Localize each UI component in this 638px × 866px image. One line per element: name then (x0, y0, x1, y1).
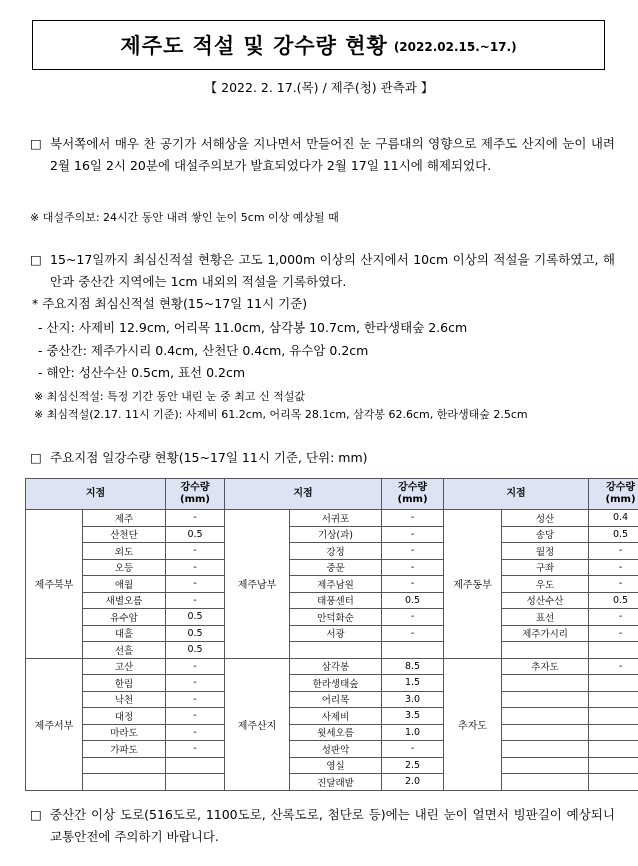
station-cell: 송당 (502, 526, 589, 543)
station-cell: 영실 (290, 757, 382, 774)
rain-value-cell: 0.5 (589, 592, 638, 609)
bullet-box-icon: □ (30, 807, 42, 822)
station-cell: 기상(과) (290, 526, 382, 543)
rain-value-cell: - (166, 708, 225, 725)
station-cell: 낙천 (83, 691, 166, 708)
region-cell: 제주서부 (26, 658, 83, 790)
station-cell: 안덕화순 (290, 609, 382, 626)
rain-value-cell: - (166, 510, 225, 527)
station-cell: 구좌 (502, 559, 589, 576)
table-row (26, 691, 638, 708)
region-cell: 제주산지 (225, 658, 290, 790)
rain-value-cell: - (589, 559, 638, 576)
station-cell (502, 675, 589, 692)
header-station: 지점 (225, 479, 382, 510)
note-warning-definition: ※ 대설주의보: 24시간 동안 내려 쌓인 눈이 5cm 이상 예상될 때 (30, 211, 339, 224)
station-cell: 애월 (83, 576, 166, 593)
rain-value-cell: - (166, 675, 225, 692)
rain-value-cell: 0.5 (166, 625, 225, 642)
station-cell (502, 774, 589, 791)
table-header-row (26, 479, 638, 510)
table-row (26, 675, 638, 692)
station-cell: 서귀포 (290, 510, 382, 527)
station-cell: 성산 (502, 510, 589, 527)
rain-value-cell: - (382, 625, 444, 642)
station-cell: 한라생태숲 (290, 675, 382, 692)
station-cell: 윗세오름 (290, 724, 382, 741)
paragraph-2 (30, 249, 615, 293)
station-cell: 제주 (83, 510, 166, 527)
note-new-snow: ※ 최심신적설: 특정 기간 동안 내린 눈 중 최고 신 적설값 (34, 390, 306, 403)
snow-line-midmountain: - 중산간: 제주가시리 0.4cm, 산천단 0.4cm, 유수암 0.2cm (38, 343, 369, 358)
station-cell (83, 774, 166, 791)
station-cell: 한림 (83, 675, 166, 692)
station-cell: 강정 (290, 543, 382, 560)
table-row (26, 741, 638, 758)
station-cell: 고산 (83, 658, 166, 675)
station-cell: 삼각봉 (290, 658, 382, 675)
rain-value-cell: - (166, 559, 225, 576)
table-row (26, 559, 638, 576)
rain-value-cell: 0.5 (382, 592, 444, 609)
rain-value-cell (589, 724, 638, 741)
region-cell: 추자도 (444, 658, 502, 790)
table-row (26, 658, 638, 675)
rain-value-cell: - (166, 592, 225, 609)
station-cell: 서광 (290, 625, 382, 642)
rain-value-cell: - (166, 691, 225, 708)
paragraph-3 (30, 447, 615, 469)
station-cell (502, 642, 589, 659)
station-cell (83, 757, 166, 774)
station-cell: 대정 (83, 708, 166, 725)
region-cell: 제주동부 (444, 510, 502, 659)
station-cell: 대흘 (83, 625, 166, 642)
rain-value-cell: 0.5 (166, 642, 225, 659)
rain-value-cell: 1.0 (382, 724, 444, 741)
station-cell: 유수암 (83, 609, 166, 626)
rain-value-cell: 0.4 (589, 510, 638, 527)
station-cell: 새별오름 (83, 592, 166, 609)
header-station: 지점 (444, 479, 589, 510)
station-cell: 가파도 (83, 741, 166, 758)
station-cell: 산천단 (83, 526, 166, 543)
station-cell: 월정 (502, 543, 589, 560)
rain-value-cell (589, 757, 638, 774)
table-row (26, 576, 638, 593)
rain-value-cell: - (382, 543, 444, 560)
rain-value-cell: 0.5 (166, 526, 225, 543)
page-title: 제주도 적설 및 강수량 현황 (120, 34, 388, 58)
rain-value-cell: - (166, 576, 225, 593)
station-cell: 사제비 (290, 708, 382, 725)
rain-value-cell (589, 642, 638, 659)
station-cell (502, 724, 589, 741)
rain-value-cell (166, 774, 225, 791)
snow-heading: * 주요지점 최심신적설 현황(15~17일 11시 기준) (32, 296, 308, 311)
rain-value-cell: 2.5 (382, 757, 444, 774)
paragraph-1 (30, 133, 615, 177)
rain-value-cell: - (166, 658, 225, 675)
station-cell: 중문 (290, 559, 382, 576)
region-cell: 제주남부 (225, 510, 290, 659)
rain-value-cell (166, 757, 225, 774)
subtitle: 【 2022. 2. 17.(목) / 제주(청) 관측과 】 (204, 80, 434, 95)
station-cell (502, 757, 589, 774)
rain-value-cell (589, 675, 638, 692)
station-cell: 제주남원 (290, 576, 382, 593)
bullet-box-icon: □ (30, 136, 42, 151)
station-cell: 외도 (83, 543, 166, 560)
rain-value-cell: 0.5 (166, 609, 225, 626)
rain-value-cell: - (382, 526, 444, 543)
table-row (26, 625, 638, 642)
station-cell: 마라도 (83, 724, 166, 741)
bullet-box-icon: □ (30, 450, 42, 465)
rain-value-cell: - (589, 543, 638, 560)
rain-value-cell: - (166, 741, 225, 758)
table-row (26, 592, 638, 609)
header-rain: 강수량 (mm) (589, 479, 638, 510)
table-row (26, 642, 638, 659)
header-station: 지점 (26, 479, 166, 510)
paragraph-4-text: 중산간 이상 도로(516도로, 1100도로, 산록도로, 첨단로 등)에는 내린 눈이 얼면서 빙판길이 예상되니 교통안전에 주의하기 바랍니다. (50, 807, 615, 844)
station-cell (502, 691, 589, 708)
station-cell: 추자도 (502, 658, 589, 675)
rain-value-cell (589, 741, 638, 758)
station-cell: 제주가시리 (502, 625, 589, 642)
rain-value-cell: - (166, 543, 225, 560)
rain-value-cell: - (589, 576, 638, 593)
rain-value-cell: 3.0 (382, 691, 444, 708)
rain-value-cell (589, 708, 638, 725)
rain-value-cell (589, 774, 638, 791)
rain-value-cell: 1.5 (382, 675, 444, 692)
station-cell: 태풍센터 (290, 592, 382, 609)
station-cell: 선흘 (83, 642, 166, 659)
snow-line-coast: - 해안: 성산수산 0.5cm, 표선 0.2cm (38, 365, 246, 380)
table-row (26, 609, 638, 626)
station-cell: 성산수산 (502, 592, 589, 609)
table-row (26, 774, 638, 791)
rain-value-cell: 0.5 (589, 526, 638, 543)
station-cell (502, 708, 589, 725)
bullet-box-icon: □ (30, 252, 42, 267)
paragraph-4 (30, 804, 615, 848)
rain-value-cell: - (382, 510, 444, 527)
title-period: (2022.02.15.~17.) (393, 40, 517, 54)
station-cell (290, 642, 382, 659)
header-rain: 강수량 (mm) (382, 479, 444, 510)
rain-value-cell: - (589, 625, 638, 642)
station-cell: 표선 (502, 609, 589, 626)
rain-value-cell: 2.0 (382, 774, 444, 791)
rain-value-cell (382, 642, 444, 659)
station-cell: 성판악 (290, 741, 382, 758)
station-cell: 우도 (502, 576, 589, 593)
title-box (32, 20, 605, 70)
station-cell: 어리목 (290, 691, 382, 708)
note-max-snow: ※ 최심적설(2.17. 11시 기준): 사제비 61.2cm, 어리목 28.1cm, 삼각봉 62.6cm, 한라생태숲 2.5cm (34, 408, 528, 421)
rain-value-cell: - (166, 724, 225, 741)
snow-line-mountain: - 산지: 사제비 12.9cm, 어리목 11.0cm, 삼각봉 10.7cm, 한라생태숲 2.6cm (38, 320, 468, 335)
paragraph-3-text: 주요지점 일강수량 현황(15~17일 11시 기준, 단위: mm) (50, 450, 368, 465)
table-row (26, 724, 638, 741)
header-rain: 강수량 (mm) (166, 479, 225, 510)
rain-value-cell: - (382, 609, 444, 626)
rainfall-table (25, 478, 638, 791)
rain-value-cell: - (382, 559, 444, 576)
rain-value-cell: 3.5 (382, 708, 444, 725)
rain-value-cell: - (589, 658, 638, 675)
table-row (26, 510, 638, 527)
table-row (26, 708, 638, 725)
paragraph-2-text: 15~17일까지 최심신적설 현황은 고도 1,000m 이상의 산지에서 10cm 이상의 적설을 기록하였고, 해안과 중산간 지역에는 1cm 내외의 적설을 기록하였다. (50, 252, 615, 289)
rain-value-cell (589, 691, 638, 708)
station-cell: 진달래밭 (290, 774, 382, 791)
station-cell: 오등 (83, 559, 166, 576)
table-row (26, 543, 638, 560)
rain-value-cell: - (589, 609, 638, 626)
table-row (26, 526, 638, 543)
station-cell (502, 741, 589, 758)
paragraph-1-text: 북서쪽에서 매우 찬 공기가 서해상을 지나면서 만들어진 눈 구름대의 영향으로 제주도 산지에 눈이 내려 2월 16일 2시 20분에 대설주의보가 발효되었다가 2월 17일 11시에 해제되었다. (50, 136, 615, 173)
table-row (26, 757, 638, 774)
region-cell: 제주북부 (26, 510, 83, 659)
rain-value-cell: 8.5 (382, 658, 444, 675)
rain-value-cell: - (382, 576, 444, 593)
rain-value-cell: - (382, 741, 444, 758)
